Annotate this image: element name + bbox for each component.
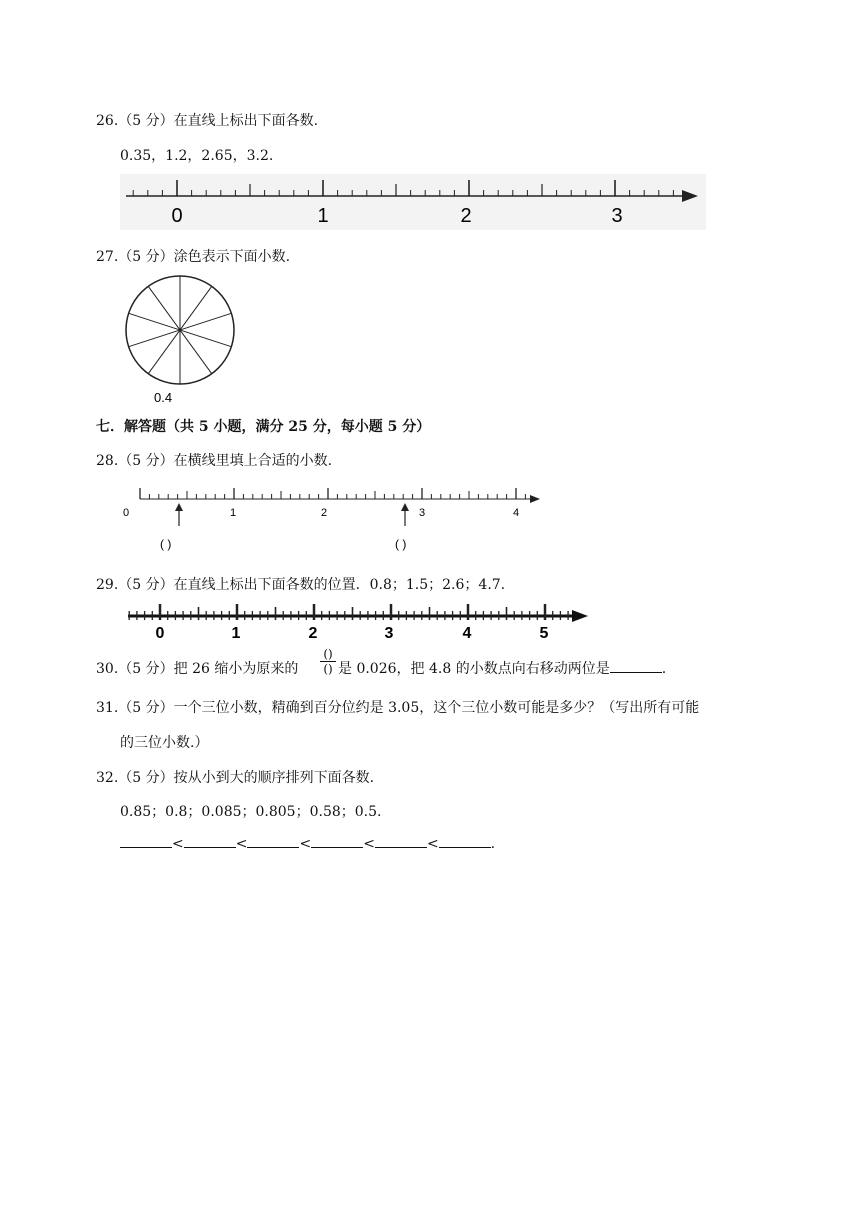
q28-label-2: 2	[320, 507, 328, 519]
q30-label-part1: 30.（5 分）把 26 缩小为原来的	[96, 661, 299, 677]
q29-label-4: 4	[462, 625, 472, 642]
q26-label-2: 2	[460, 205, 472, 227]
q29-label: 29.（5 分）在直线上标出下面各数的位置．0.8；1.5；2.6；4.7.	[96, 577, 506, 593]
q32-blank-1[interactable]	[120, 833, 172, 848]
q31-line1: 31.（5 分）一个三位小数，精确到百分位约是 3.05，这个三位小数可能是多少？（写出所有可能	[96, 700, 700, 716]
q29-label-1: 1	[231, 625, 241, 642]
q32-blank-3[interactable]	[247, 833, 299, 848]
q27-circle-figure	[120, 272, 246, 408]
q30-fraction-denominator: ()	[323, 662, 333, 676]
q32-blank-6[interactable]	[439, 833, 491, 848]
arrow-head-icon	[572, 610, 588, 622]
q32-blank-5[interactable]	[375, 833, 427, 848]
less-than-sign: <	[235, 836, 248, 852]
q29-label-0: 0	[155, 625, 165, 642]
q30-sentence	[338, 658, 666, 678]
q26-number-line	[120, 174, 706, 230]
q32-label: 32.（5 分）按从小到大的顺序排列下面各数.	[96, 770, 375, 786]
up-arrow-icon	[401, 503, 409, 526]
q30-answer-blank[interactable]	[610, 658, 662, 673]
q26-label-1: 1	[317, 205, 329, 227]
q28-label: 28.（5 分）在横线里填上合适的小数.	[96, 453, 333, 469]
q29-number-line	[126, 602, 590, 642]
q30-fraction-numerator: ()	[323, 647, 333, 661]
q26-label-0: 0	[171, 205, 183, 227]
q30-fraction	[320, 648, 336, 675]
q26-numbers: 0.35，1.2，2.65，3.2.	[120, 148, 274, 164]
q28-blank-1: ( )	[160, 537, 172, 551]
q30-label-part2: 是 0.026，把 4.8 的小数点向右移动两位是	[338, 661, 610, 677]
q28-label-1: 1	[229, 507, 237, 519]
q31-line2: 的三位小数.）	[120, 735, 209, 751]
q32-blank-4[interactable]	[311, 833, 363, 848]
less-than-sign: <	[363, 836, 375, 852]
q26-label-3: 3	[611, 205, 623, 227]
q28-number-line	[116, 482, 546, 558]
q32-numbers: 0.85；0.8；0.085；0.805；0.58；0.5.	[120, 804, 382, 820]
q27-value: 0.4	[154, 390, 173, 405]
q29-label-5: 5	[539, 625, 549, 642]
q26-label: 26.（5 分）在直线上标出下面各数.	[96, 113, 319, 129]
q27-label: 27.（5 分）涂色表示下面小数.	[96, 249, 291, 265]
less-than-sign: <	[172, 836, 184, 852]
q28-label-3: 3	[418, 507, 426, 519]
q28-label-0: 0	[122, 507, 130, 519]
q32-end-period: .	[490, 836, 496, 852]
q28-label-4: 4	[512, 507, 520, 519]
up-arrow-icon	[175, 503, 183, 526]
q32-answer-row	[120, 833, 495, 852]
less-than-sign: <	[426, 836, 439, 852]
q29-label-3: 3	[384, 625, 394, 642]
q28-blank-2: ( )	[395, 537, 407, 551]
arrow-head-icon	[530, 495, 540, 503]
section-7-title: 七．解答题（共 5 小题，满分 25 分，每小题 5 分）	[96, 419, 431, 435]
q29-label-2: 2	[308, 625, 318, 642]
less-than-sign: <	[299, 836, 312, 852]
q32-blank-2[interactable]	[184, 833, 236, 848]
q30-end-period: .	[661, 661, 667, 677]
